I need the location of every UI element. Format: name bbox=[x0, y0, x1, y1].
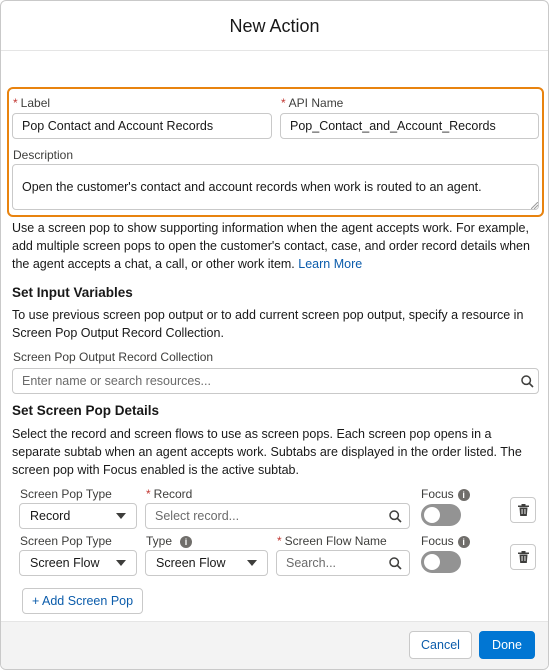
label-input[interactable]: Pop Contact and Account Records bbox=[12, 113, 272, 139]
row1-focus-toggle[interactable] bbox=[421, 504, 461, 526]
collection-search-input[interactable]: Enter name or search resources... bbox=[12, 368, 539, 394]
intro-text: Use a screen pop to show supporting information when the agent accepts work. For example, add multiple screen pops to open the customer's contact, case, and order record details when the agent accepts a chat, a call, or other work item. Learn More bbox=[12, 221, 530, 271]
row2-type-label: Screen Pop Type bbox=[20, 534, 112, 548]
row1-record-search-input[interactable]: Select record... bbox=[145, 503, 410, 529]
row2-type-select[interactable]: Screen Flow bbox=[19, 550, 137, 576]
trash-icon bbox=[518, 504, 529, 516]
screen-pop-details-text: Select the record and screen flows to use as screen pops. Each screen pop opens in a separate subtab when an agent accepts work. Subtabs are displayed in the order listed. The screen pop with Focus enabled is the active subtab. bbox=[12, 427, 522, 477]
trash-icon bbox=[518, 551, 529, 563]
modal-footer bbox=[1, 621, 548, 670]
search-icon bbox=[389, 557, 402, 570]
row1-focus-label: Focus i bbox=[421, 487, 470, 501]
input-variables-title: Set Input Variables bbox=[12, 285, 133, 300]
modal-title: New Action bbox=[229, 16, 320, 36]
required-marker: * bbox=[146, 487, 151, 501]
row1-record-label: * Record bbox=[146, 487, 193, 501]
chevron-down-icon bbox=[116, 560, 126, 566]
info-icon[interactable]: i bbox=[458, 536, 470, 548]
cancel-button[interactable]: Cancel bbox=[409, 631, 472, 659]
search-icon bbox=[389, 510, 402, 523]
learn-more-link[interactable]: Learn More bbox=[298, 257, 363, 271]
api-name-input[interactable]: Pop_Contact_and_Account_Records bbox=[280, 113, 539, 139]
row2-subtype-select[interactable]: Screen Flow bbox=[145, 550, 268, 576]
row2-delete-button[interactable] bbox=[510, 544, 536, 570]
toggle-knob bbox=[424, 507, 440, 523]
required-marker: * bbox=[13, 96, 18, 110]
row2-flow-label: * Screen Flow Name bbox=[277, 534, 387, 548]
row2-focus-label: Focus i bbox=[421, 534, 470, 548]
info-icon[interactable]: i bbox=[180, 536, 192, 548]
row2-focus-toggle[interactable] bbox=[421, 551, 461, 573]
api-name-field-label: * API Name bbox=[281, 96, 344, 110]
description-field-label: Description bbox=[13, 148, 74, 162]
screen-pop-details-title: Set Screen Pop Details bbox=[12, 403, 160, 418]
info-icon[interactable]: i bbox=[458, 489, 470, 501]
chevron-down-icon bbox=[116, 513, 126, 519]
collection-label: Screen Pop Output Record Collection bbox=[13, 350, 214, 364]
chevron-down-icon bbox=[247, 560, 257, 566]
row2-flow-search-input[interactable]: Search... bbox=[276, 550, 410, 576]
input-variables-text: To use previous screen pop output or to add current screen pop output, specify a resource in Screen Pop Output Record Collection. bbox=[12, 308, 524, 340]
required-marker: * bbox=[277, 534, 282, 548]
add-screen-pop-button[interactable]: + Add Screen Pop bbox=[22, 588, 143, 614]
search-icon bbox=[521, 375, 534, 388]
label-field-label: * Label bbox=[13, 96, 51, 110]
row1-type-select[interactable]: Record bbox=[19, 503, 137, 529]
row2-subtype-label: Type i bbox=[146, 534, 192, 548]
modal-header bbox=[1, 1, 548, 51]
row1-type-label: Screen Pop Type bbox=[20, 487, 112, 501]
description-textarea[interactable]: Open the customer's contact and account records when work is routed to an agent. bbox=[12, 164, 539, 210]
row1-delete-button[interactable] bbox=[510, 497, 536, 523]
resize-handle-icon[interactable] bbox=[531, 202, 538, 209]
required-marker: * bbox=[281, 96, 286, 110]
done-button[interactable]: Done bbox=[479, 631, 535, 659]
toggle-knob bbox=[424, 554, 440, 570]
